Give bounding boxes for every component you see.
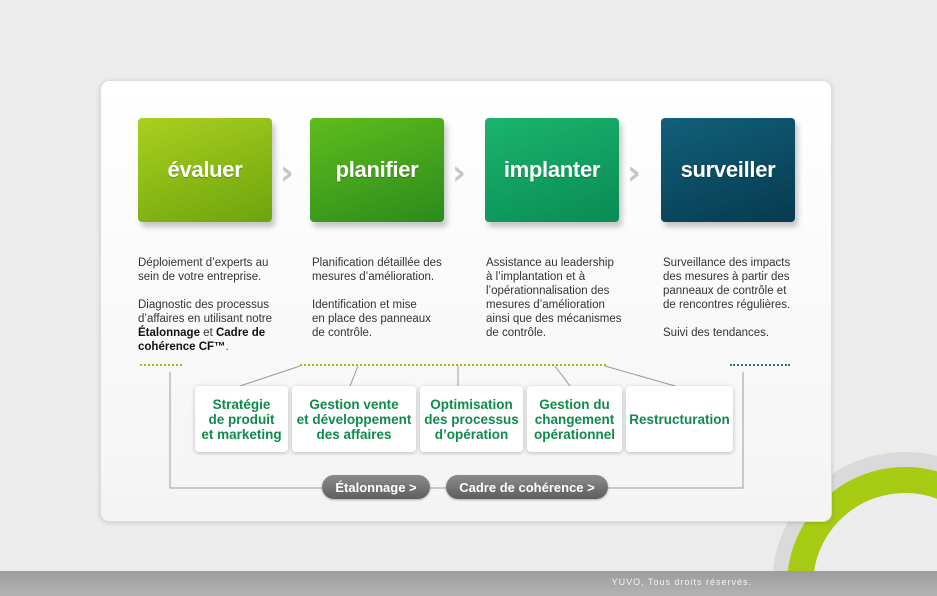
service-label: Gestion du changement opérationnel — [533, 396, 615, 442]
footer-bar — [0, 571, 937, 596]
description-evaluer — [138, 256, 280, 368]
stage-label: surveiller — [680, 157, 776, 182]
service-optimisation[interactable] — [420, 386, 523, 452]
copyright-text: YUVO, Tous droits réservés. — [611, 577, 752, 587]
service-label: Gestion vente et développement des affaires — [296, 396, 412, 442]
description-paragraph: Déploiement d’experts au sein de votre entreprise. — [138, 257, 269, 283]
chevron-right-icon: › — [627, 153, 642, 193]
description-paragraph — [138, 298, 280, 354]
etalonnage-button[interactable]: Étalonnage > — [322, 475, 430, 499]
stage-label: planifier — [335, 157, 419, 182]
service-restructuration[interactable] — [626, 386, 733, 452]
stage-label: implanter — [503, 157, 601, 182]
service-label: Optimisation des processus d’opération — [424, 396, 519, 442]
description-implanter — [486, 256, 628, 354]
description-text: . — [225, 341, 229, 353]
description-paragraph: Identification et mise en place des panneaux de contrôle. — [312, 299, 431, 339]
dotted-divider — [140, 364, 182, 368]
description-paragraph: Planification détaillée des mesures d’amélioration. — [312, 257, 442, 283]
service-label: Stratégie de produit et marketing — [201, 396, 282, 442]
cadre-coherence-button[interactable]: Cadre de cohérence > — [446, 475, 608, 499]
service-label: Restructuration — [629, 411, 730, 427]
description-paragraph: Suivi des tendances. — [663, 327, 770, 339]
service-gestion-vente[interactable] — [292, 386, 416, 452]
service-strategie-produit[interactable] — [195, 386, 288, 452]
stage-evaluer — [138, 118, 272, 222]
service-gestion-changement[interactable] — [527, 386, 622, 452]
chevron-right-icon: › — [452, 153, 467, 193]
description-planifier — [312, 256, 454, 354]
description-text: Diagnostic des processus d’affaires en utilisant notre — [138, 299, 273, 325]
chevron-right-icon: › — [280, 153, 295, 193]
dotted-divider — [730, 364, 790, 368]
cadre-coherence-term: Cadre de cohérence CF™ — [138, 327, 266, 353]
etalonnage-term: Étalonnage — [138, 327, 200, 339]
dotted-divider — [300, 364, 606, 368]
stage-planifier — [310, 118, 444, 222]
stage-implanter — [485, 118, 619, 222]
stage-surveiller — [661, 118, 795, 222]
description-paragraph: Assistance au leadership à l’implantation et à l’opérationnalisation des mesures d’amélioration ainsi que des mécanismes de contrôle. — [486, 257, 622, 339]
stage-label: évaluer — [167, 157, 243, 182]
description-surveiller — [663, 256, 805, 354]
description-text: et — [199, 327, 216, 339]
description-paragraph: Surveillance des impacts des mesures à partir des panneaux de contrôle et de rencontres régulières. — [663, 257, 791, 311]
